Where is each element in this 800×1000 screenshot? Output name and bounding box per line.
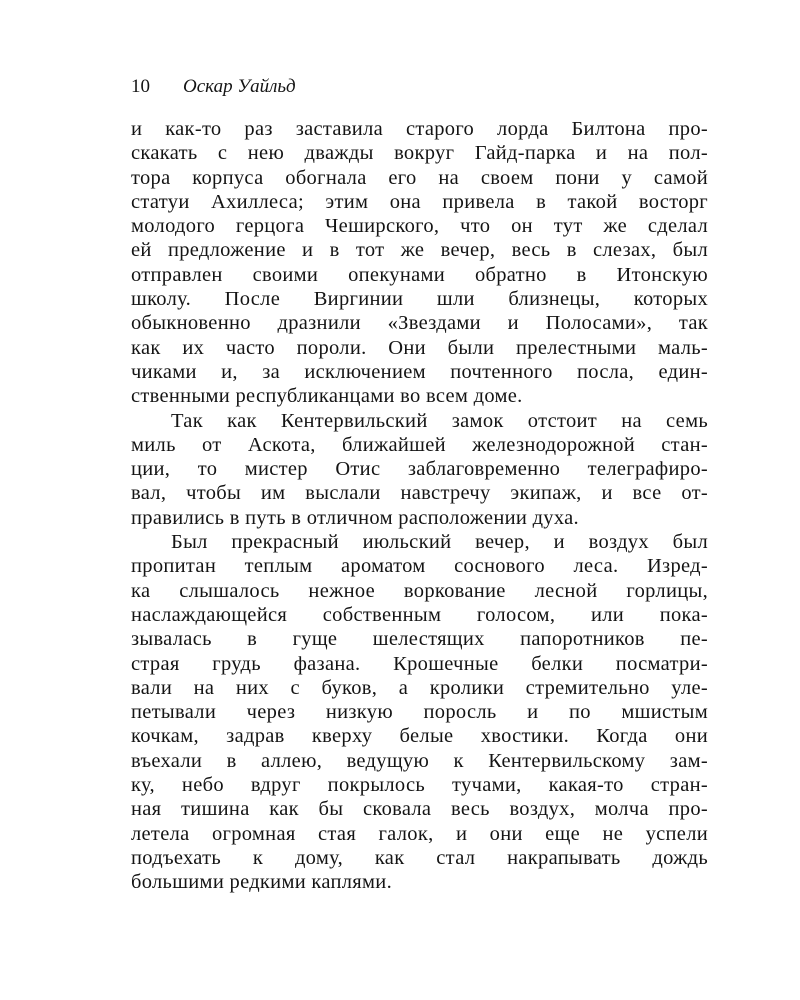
text-line: молодого герцога Чеширского, что он тут же сделал xyxy=(131,215,708,238)
body-text xyxy=(131,117,708,895)
text-line: ка слышалось нежное воркование лесной горлицы, xyxy=(131,579,708,602)
text-line: страя грудь фазана. Крошечные белки посматри- xyxy=(131,652,708,675)
text-line: ная тишина как бы сковала весь воздух, молча про- xyxy=(131,798,708,821)
text-line: чиками и, за исключением почтенного посла, един- xyxy=(131,360,708,383)
text-line: петывали через низкую поросль и по мшистым xyxy=(131,701,708,724)
paragraph-last-line: ственными республиканцами во всем доме. xyxy=(131,385,523,408)
text-line: как их часто пороли. Они были прелестными маль- xyxy=(131,336,708,359)
text-line: пропитан теплым ароматом соснового леса. Изред- xyxy=(131,555,708,578)
text-line: ку, небо вдруг покрылось тучами, какая-то стран- xyxy=(131,774,708,797)
text-line: ции, то мистер Отис заблаговременно телеграфиро- xyxy=(131,458,708,481)
text-line: зывалась в гуще шелестящих папоротников пе- xyxy=(131,628,708,651)
text-line: наслаждающейся собственным голосом, или пока- xyxy=(131,603,708,626)
text-line: скакать с нею дважды вокруг Гайд-парка и на пол- xyxy=(131,142,708,165)
author-name: Оскар Уайльд xyxy=(183,76,296,97)
text-line: отправлен своими опекунами обратно в Итонскую xyxy=(131,263,708,286)
text-line: летела огромная стая галок, и они еще не успели xyxy=(131,822,708,845)
paragraph-first-line: Так как Кентервильский замок отстоит на семь xyxy=(171,409,708,432)
paragraph-last-line: большими редкими каплями. xyxy=(131,871,392,894)
text-line: вали на них с буков, а кролики стремительно уле- xyxy=(131,676,708,699)
paragraph-last-line: правились в путь в отличном расположении духа. xyxy=(131,506,579,529)
text-line: вал, чтобы им выслали навстречу экипаж, и все от- xyxy=(131,482,708,505)
text-line: кочкам, задрав кверху белые хвостики. Когда они xyxy=(131,725,708,748)
text-line: ей предложение и в тот же вечер, весь в слезах, был xyxy=(131,239,708,262)
text-line: въехали в аллею, ведущую к Кентервильскому зам- xyxy=(131,749,708,772)
text-line: миль от Аскота, ближайшей железнодорожной стан- xyxy=(131,433,708,456)
text-line: статуи Ахиллеса; этим она привела в такой восторг xyxy=(131,190,708,213)
text-line: и как-то раз заставила старого лорда Билтона про- xyxy=(131,118,708,140)
paragraph-first-line: Был прекрасный июльский вечер, и воздух был xyxy=(171,531,708,554)
text-line: обыкновенно дразнили «Звездами и Полосами», так xyxy=(131,312,708,335)
text-line: школу. После Виргинии шли близнецы, которых xyxy=(131,288,708,311)
text-line: подъехать к дому, как стал накрапывать дождь xyxy=(131,846,708,869)
text-line: тора корпуса обогнала его на своем пони у самой xyxy=(131,166,708,189)
running-head xyxy=(131,74,296,100)
page-number: 10 xyxy=(131,76,150,97)
